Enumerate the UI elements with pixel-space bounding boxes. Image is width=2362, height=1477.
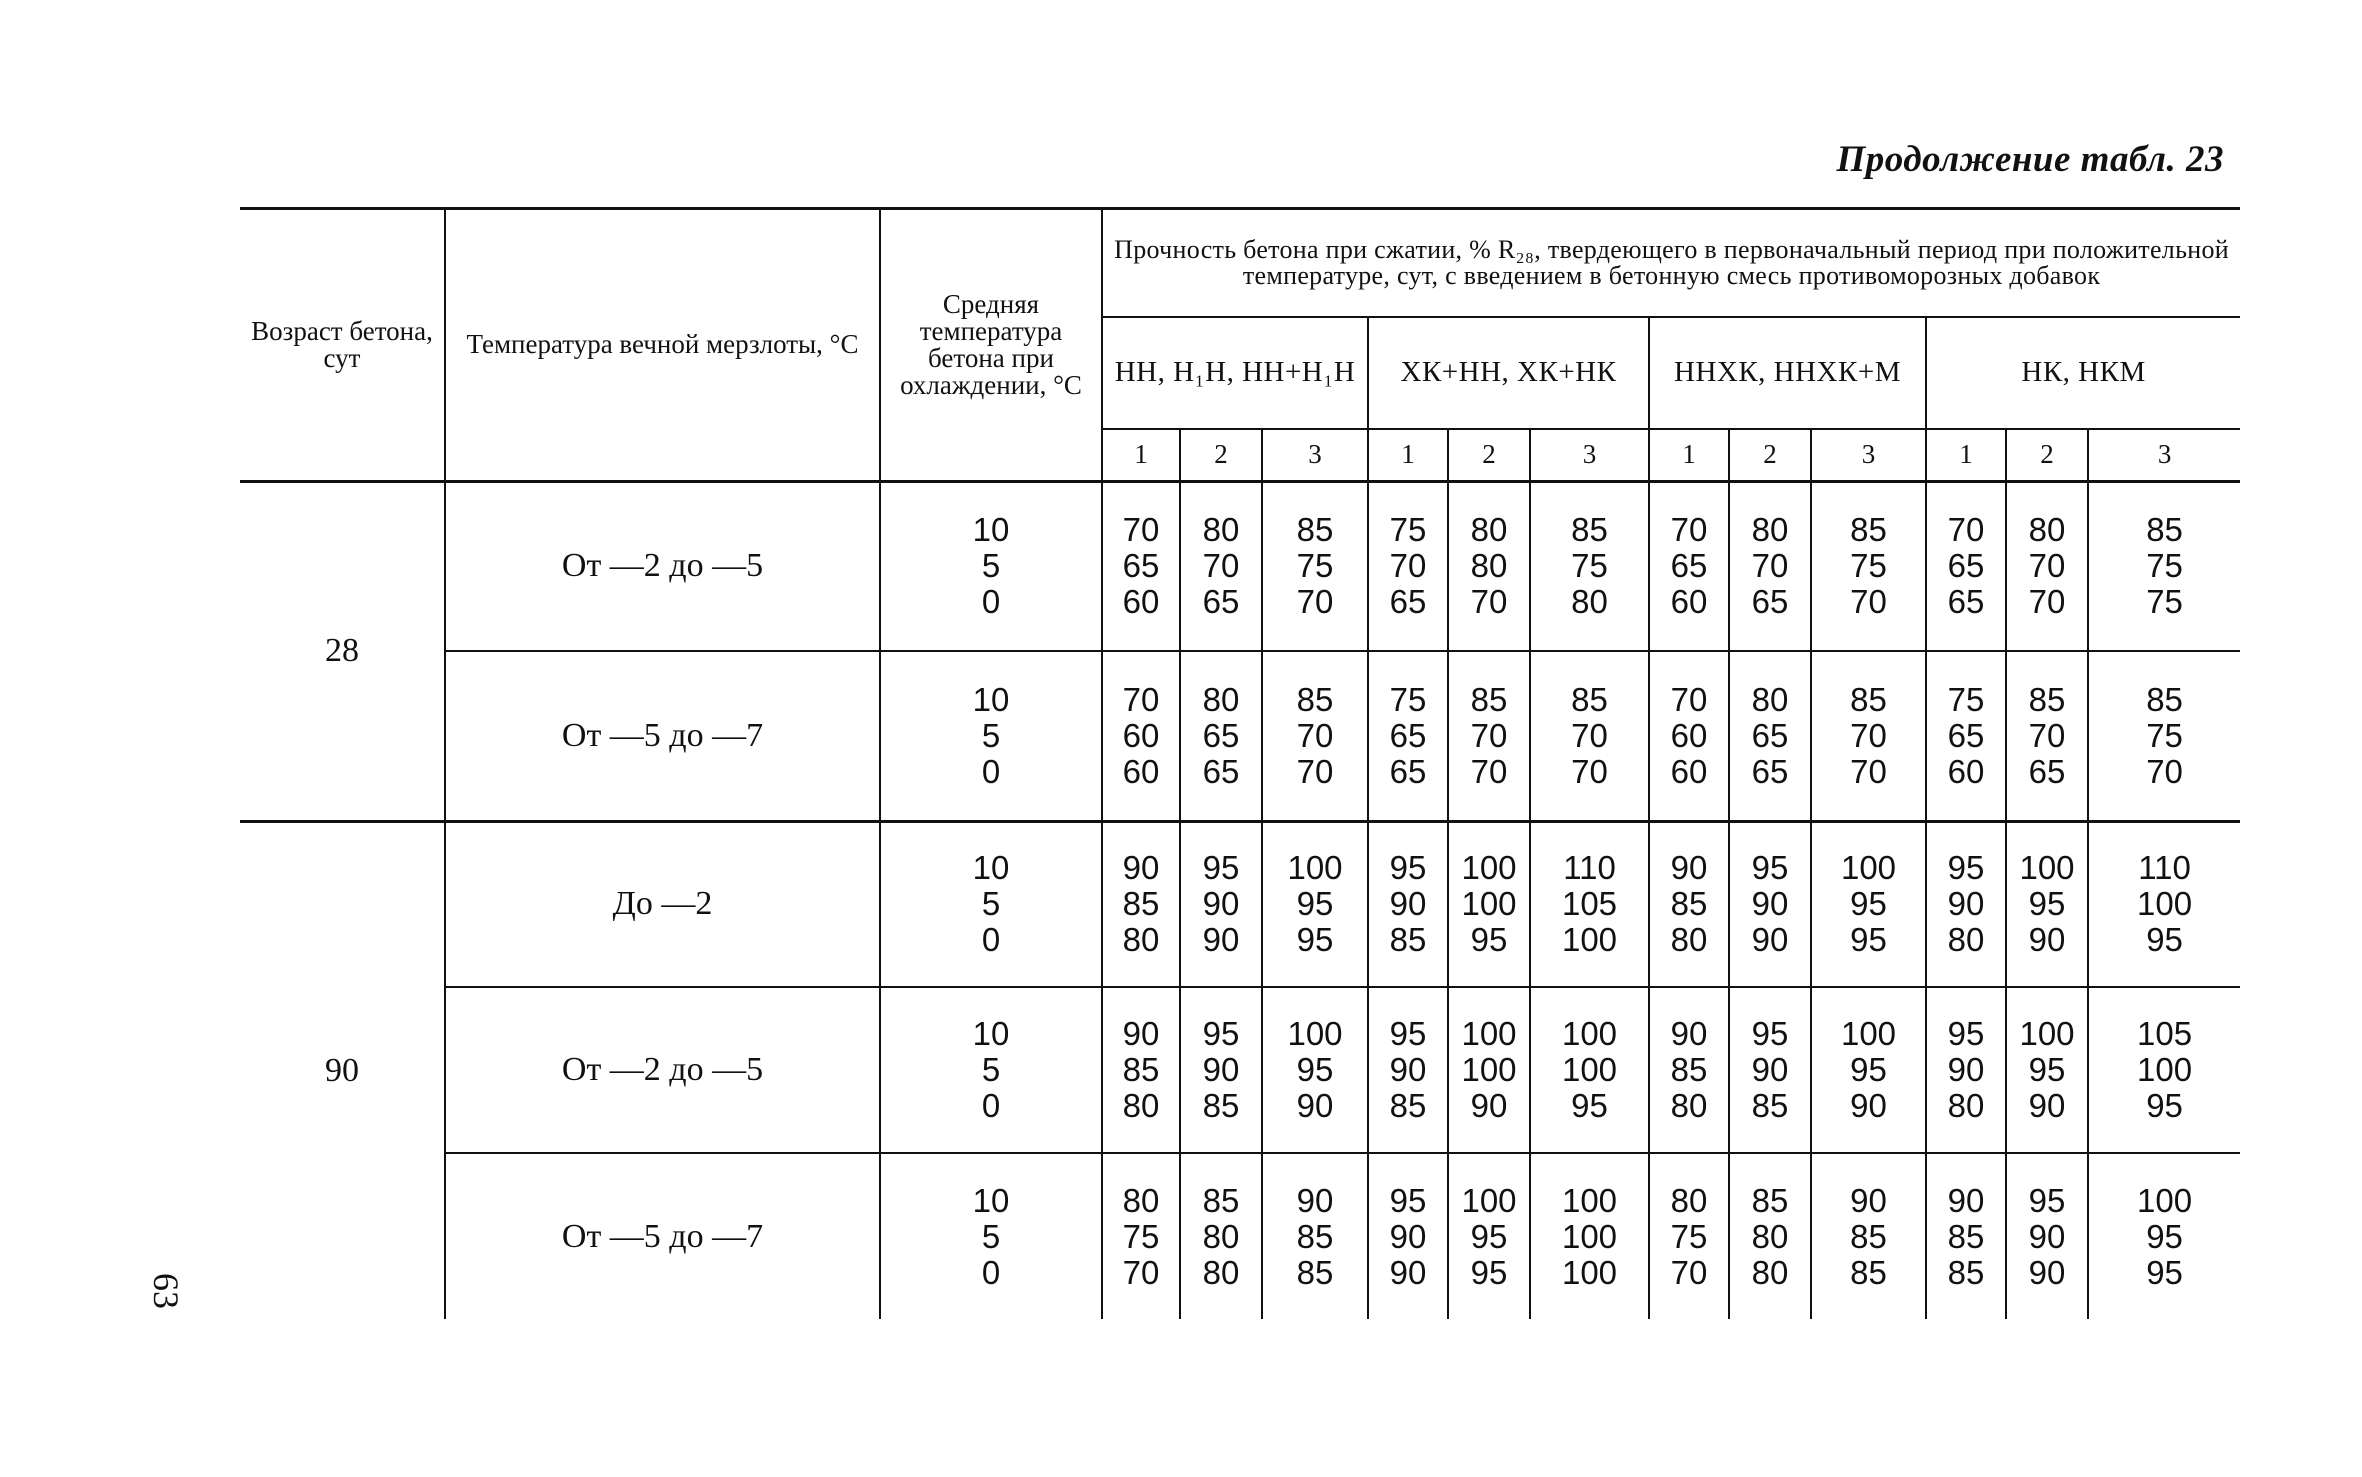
strength-value: 80	[1202, 680, 1240, 718]
avg-temp-cell	[880, 481, 1102, 651]
strength-value: 90	[1202, 885, 1240, 923]
strength-value: 80	[1122, 1181, 1160, 1219]
strength-value: 100	[1287, 1015, 1343, 1052]
avg-temp-value: 0	[981, 1253, 1001, 1291]
strength-value: 75	[1670, 1217, 1708, 1255]
avg-temp-value: 10	[972, 1181, 1010, 1219]
strength-cell	[1530, 651, 1649, 821]
strength-value: 95	[1296, 921, 1334, 959]
strength-value: 80	[1751, 1217, 1789, 1255]
strength-value: 85	[1202, 1087, 1240, 1124]
strength-value: 90	[1850, 1181, 1887, 1219]
strength-value: 85	[2146, 511, 2183, 549]
subcol-2-3: 3	[1530, 429, 1649, 482]
strength-value: 70	[1850, 716, 1887, 754]
strength-value: 60	[1122, 583, 1160, 621]
strength-value: 85	[1296, 511, 1334, 549]
subcol-3-2: 2	[1729, 429, 1811, 482]
strength-value: 100	[1561, 1015, 1618, 1052]
subcol-4-3: 3	[2088, 429, 2240, 482]
strength-value: 80	[1670, 921, 1708, 959]
strength-value: 65	[1202, 716, 1240, 754]
strength-cell	[1180, 1153, 1262, 1319]
strength-value: 65	[1751, 752, 1789, 790]
strength-value: 70	[2146, 752, 2183, 790]
strength-value: 95	[1751, 1015, 1789, 1052]
subcol-3-3: 3	[1811, 429, 1926, 482]
strength-value: 85	[1389, 1087, 1427, 1124]
strength-value: 75	[2146, 583, 2183, 621]
strength-value: 70	[1470, 716, 1508, 754]
strength-cell	[1368, 1153, 1448, 1319]
strength-value: 95	[1296, 885, 1334, 923]
strength-value: 90	[1389, 1217, 1427, 1255]
strength-cell	[2006, 481, 2088, 651]
strength-value: 90	[1296, 1181, 1334, 1219]
page-number: 63	[146, 1273, 186, 1309]
strength-value: 65	[1751, 583, 1789, 621]
subcol-2-2: 2	[1448, 429, 1530, 482]
strength-value: 85	[1850, 1217, 1887, 1255]
strength-value: 75	[1389, 511, 1427, 549]
strength-value: 60	[1947, 752, 1985, 790]
strength-value: 65	[1389, 752, 1427, 790]
avg-temp-cell	[880, 1153, 1102, 1319]
strength-value: 90	[1751, 1051, 1789, 1088]
strength-value: 75	[2146, 716, 2183, 754]
strength-cell	[1729, 987, 1811, 1153]
strength-cell	[1926, 651, 2006, 821]
age-cell: 90	[240, 821, 445, 1319]
strength-value: 85	[1850, 511, 1887, 549]
strength-cell	[2088, 987, 2240, 1153]
strength-value: 60	[1122, 752, 1160, 790]
age-cell: 28	[325, 632, 359, 669]
strength-value: 70	[1296, 716, 1334, 754]
strength-value: 95	[1389, 849, 1427, 887]
avg-temp-cell	[880, 987, 1102, 1153]
strength-cell	[1530, 821, 1649, 987]
strength-value: 95	[2028, 1051, 2066, 1088]
strength-value: 95	[2146, 1217, 2183, 1255]
strength-value: 75	[1947, 680, 1985, 718]
strength-value: 100	[1461, 849, 1517, 887]
strength-value: 65	[1202, 583, 1240, 621]
strength-value: 75	[2146, 547, 2183, 585]
strength-value: 65	[1670, 547, 1708, 585]
strength-value: 100	[1561, 1051, 1618, 1088]
table-caption: Продолжение табл. 23	[1836, 139, 2224, 180]
strength-value: 100	[1561, 921, 1618, 959]
strength-value: 85	[1296, 680, 1334, 718]
strength-cell	[1180, 481, 1262, 651]
strength-value: 85	[1389, 921, 1427, 959]
strength-cell	[1811, 481, 1926, 651]
subcol-4-2: 2	[2006, 429, 2088, 482]
strength-value: 85	[1122, 1051, 1160, 1088]
avg-temp-value: 10	[972, 1015, 1010, 1052]
avg-temp-value: 0	[981, 583, 1001, 621]
strength-value: 90	[1389, 885, 1427, 923]
strength-value: 95	[1470, 1253, 1508, 1291]
avg-temp-value: 0	[981, 921, 1001, 959]
strength-value: 75	[1122, 1217, 1160, 1255]
strength-cell	[1729, 821, 1811, 987]
strength-cell	[2006, 987, 2088, 1153]
strength-value: 80	[2028, 511, 2066, 549]
strength-value: 95	[2146, 1253, 2183, 1291]
strength-value: 65	[1947, 547, 1985, 585]
strength-cell	[2088, 651, 2240, 821]
strength-value: 100	[1561, 1253, 1618, 1291]
strength-value: 70	[1202, 547, 1240, 585]
strength-value: 85	[1850, 680, 1887, 718]
strength-value: 85	[1470, 680, 1508, 718]
strength-value: 65	[1389, 716, 1427, 754]
strength-value: 85	[1947, 1217, 1985, 1255]
strength-value: 60	[1670, 752, 1708, 790]
strength-cell	[1180, 821, 1262, 987]
subcol-4-1: 1	[1926, 429, 2006, 482]
strength-cell	[1926, 821, 2006, 987]
strength-cell	[1649, 987, 1729, 1153]
strength-value: 100	[2137, 885, 2193, 923]
strength-cell	[1262, 821, 1368, 987]
strength-value: 90	[1751, 885, 1789, 923]
strength-value: 70	[1571, 752, 1608, 790]
strength-cell	[1926, 481, 2006, 651]
strength-value: 65	[2028, 752, 2066, 790]
strength-value: 110	[2138, 849, 2191, 887]
strength-value: 90	[1122, 849, 1160, 887]
strength-cell	[1649, 651, 1729, 821]
strength-value: 85	[1571, 511, 1608, 549]
strength-value: 65	[1122, 547, 1160, 585]
strength-value: 70	[1850, 583, 1887, 621]
strength-value: 90	[1202, 921, 1240, 959]
strength-value: 100	[1561, 1217, 1618, 1255]
strength-value: 70	[1470, 752, 1508, 790]
strength-value: 65	[1947, 583, 1985, 621]
subcol-1-2: 2	[1180, 429, 1262, 482]
avg-temp-value: 0	[981, 752, 1001, 790]
strength-cell	[2006, 651, 2088, 821]
strength-value: 80	[1202, 511, 1240, 549]
strength-cell	[1649, 821, 1729, 987]
strength-value: 80	[1751, 680, 1789, 718]
strength-cell	[1180, 987, 1262, 1153]
strength-value: 70	[1751, 547, 1789, 585]
strength-cell	[1530, 481, 1649, 651]
strength-value: 75	[1296, 547, 1334, 585]
strength-value: 60	[1670, 583, 1708, 621]
header-avg-temp: Средняя температура бетона при охлаждении, °С	[880, 209, 1102, 482]
strength-value: 100	[1840, 849, 1897, 887]
strength-cell	[1811, 651, 1926, 821]
strength-value: 65	[1202, 752, 1240, 790]
strength-cell	[1102, 821, 1180, 987]
strength-value: 100	[2019, 849, 2075, 887]
strength-cell	[1262, 651, 1368, 821]
strength-value: 70	[1470, 583, 1508, 621]
strength-value: 75	[1389, 680, 1427, 718]
strength-value: 70	[1670, 511, 1708, 549]
strength-value: 75	[1850, 547, 1887, 585]
strength-cell	[1368, 821, 1448, 987]
strength-cell	[1926, 1153, 2006, 1319]
strength-value: 70	[2028, 583, 2066, 621]
strength-value: 90	[1850, 1087, 1887, 1124]
strength-cell	[1262, 481, 1368, 651]
strength-cell	[1448, 1153, 1530, 1319]
strength-value: 90	[1470, 1087, 1508, 1124]
strength-value: 95	[2028, 1181, 2066, 1219]
strength-value: 90	[1947, 1181, 1985, 1219]
strength-value: 70	[1122, 511, 1160, 549]
permafrost-temp-cell: От —2 до —5	[445, 481, 880, 651]
strength-value: 80	[1202, 1217, 1240, 1255]
strength-value: 80	[1571, 583, 1608, 621]
strength-cell	[1448, 481, 1530, 651]
strength-cell	[2006, 1153, 2088, 1319]
strength-value: 85	[1202, 1181, 1240, 1219]
strength-value: 95	[1389, 1181, 1427, 1219]
avg-temp-value: 5	[981, 547, 1001, 585]
subcol-3-1: 1	[1649, 429, 1729, 482]
strength-value: 70	[1296, 752, 1334, 790]
strength-value: 70	[1947, 511, 1985, 549]
strength-value: 80	[1470, 547, 1508, 585]
strength-value: 90	[1202, 1051, 1240, 1088]
strength-value: 95	[1947, 849, 1985, 887]
strength-cell	[2006, 821, 2088, 987]
header-group-nnhk: ННХК, ННХК+М	[1649, 317, 1926, 429]
strength-value: 85	[1571, 680, 1608, 718]
strength-value: 80	[1947, 1087, 1985, 1124]
strength-value: 85	[1670, 885, 1708, 923]
avg-temp-value: 5	[981, 1051, 1001, 1088]
strength-value: 75	[1571, 547, 1608, 585]
strength-value: 90	[1670, 1015, 1708, 1052]
strength-value: 80	[1670, 1087, 1708, 1124]
strength-value: 65	[1389, 583, 1427, 621]
strength-value: 70	[1389, 547, 1427, 585]
strength-value: 80	[1947, 921, 1985, 959]
strength-cell	[1262, 1153, 1368, 1319]
strength-value: 95	[1296, 1051, 1334, 1088]
strength-value: 100	[1461, 1015, 1517, 1052]
strength-cell	[1102, 1153, 1180, 1319]
strength-value: 80	[1122, 1087, 1160, 1124]
strength-value: 60	[1122, 716, 1160, 754]
permafrost-temp-cell: До —2	[445, 821, 880, 987]
strength-value: 90	[1947, 1051, 1985, 1088]
strength-value: 70	[1670, 1253, 1708, 1291]
strength-value: 95	[1571, 1087, 1608, 1124]
strength-value: 90	[2028, 1253, 2066, 1291]
avg-temp-value: 5	[981, 885, 1001, 923]
strength-cell	[1530, 987, 1649, 1153]
strength-value: 65	[1751, 716, 1789, 754]
strength-value: 70	[1571, 716, 1608, 754]
strength-value: 85	[1296, 1217, 1334, 1255]
strength-table	[240, 207, 2240, 1319]
strength-cell	[1180, 651, 1262, 821]
strength-value: 90	[2028, 1087, 2066, 1124]
strength-value: 100	[1561, 1181, 1618, 1219]
strength-value: 70	[1296, 583, 1334, 621]
strength-cell	[1102, 481, 1180, 651]
strength-cell	[2088, 481, 2240, 651]
avg-temp-value: 10	[972, 849, 1010, 887]
strength-value: 100	[2137, 1181, 2193, 1219]
strength-value: 85	[2028, 680, 2066, 718]
strength-value: 95	[2146, 921, 2183, 959]
strength-cell	[1811, 1153, 1926, 1319]
strength-value: 60	[1670, 716, 1708, 754]
strength-cell	[1811, 821, 1926, 987]
strength-value: 90	[1670, 849, 1708, 887]
strength-value: 80	[1751, 1253, 1789, 1291]
strength-value: 95	[1850, 885, 1887, 923]
strength-value: 70	[1670, 680, 1708, 718]
avg-temp-value: 5	[981, 716, 1001, 754]
header-group-nn: НН, Н₁Н, НН+Н₁Н	[1102, 317, 1368, 429]
permafrost-temp-cell: От —5 до —7	[445, 651, 880, 821]
strength-value: 90	[1296, 1087, 1334, 1124]
strength-cell	[1102, 987, 1180, 1153]
strength-value: 90	[1947, 885, 1985, 923]
strength-value: 95	[2146, 1087, 2183, 1124]
strength-value: 90	[1122, 1015, 1160, 1052]
strength-cell	[1649, 481, 1729, 651]
strength-value: 80	[1470, 511, 1508, 549]
strength-cell	[2088, 1153, 2240, 1319]
strength-value: 85	[1122, 885, 1160, 923]
strength-cell	[1729, 481, 1811, 651]
avg-temp-value: 5	[981, 1217, 1001, 1255]
strength-cell	[1368, 481, 1448, 651]
strength-value: 85	[1296, 1253, 1334, 1291]
strength-value: 90	[1389, 1051, 1427, 1088]
strength-value: 95	[2028, 885, 2066, 923]
permafrost-temp-cell: От —5 до —7	[445, 1153, 880, 1319]
strength-value: 65	[1947, 716, 1985, 754]
strength-value: 70	[2028, 547, 2066, 585]
strength-value: 80	[1122, 921, 1160, 959]
header-group-nk: НК, НКМ	[1926, 317, 2240, 429]
strength-value: 85	[1947, 1253, 1985, 1291]
strength-cell	[2088, 821, 2240, 987]
strength-value: 100	[2137, 1051, 2193, 1088]
strength-cell	[1729, 651, 1811, 821]
strength-value: 95	[1470, 1217, 1508, 1255]
strength-value: 85	[1850, 1253, 1887, 1291]
strength-cell	[1448, 987, 1530, 1153]
strength-value: 80	[1751, 511, 1789, 549]
permafrost-temp-cell: От —2 до —5	[445, 987, 880, 1153]
strength-value: 85	[1670, 1051, 1708, 1088]
strength-value: 85	[1751, 1087, 1789, 1124]
strength-cell	[1530, 1153, 1649, 1319]
strength-value: 95	[1850, 921, 1887, 959]
strength-value: 95	[1202, 1015, 1240, 1052]
avg-temp-cell	[880, 821, 1102, 987]
strength-cell	[1262, 987, 1368, 1153]
strength-value: 100	[1461, 885, 1517, 923]
strength-cell	[1368, 987, 1448, 1153]
strength-value: 90	[1751, 921, 1789, 959]
avg-temp-value: 10	[972, 680, 1010, 718]
strength-value: 100	[2019, 1015, 2075, 1052]
strength-value: 105	[2137, 1015, 2193, 1052]
strength-value: 90	[2028, 921, 2066, 959]
strength-cell	[1926, 987, 2006, 1153]
header-permafrost-temp: Температура вечной мерзлоты, °С	[445, 209, 880, 482]
strength-value: 95	[1850, 1051, 1887, 1088]
strength-cell	[1368, 651, 1448, 821]
strength-value: 105	[1561, 885, 1618, 923]
strength-value: 90	[1389, 1253, 1427, 1291]
strength-cell	[1448, 821, 1530, 987]
strength-value: 95	[1947, 1015, 1985, 1052]
strength-value: 70	[1850, 752, 1887, 790]
strength-value: 90	[2028, 1217, 2066, 1255]
subcol-1-3: 3	[1262, 429, 1368, 482]
avg-temp-value: 10	[972, 511, 1010, 549]
strength-value: 110	[1563, 849, 1616, 887]
strength-value: 95	[1202, 849, 1240, 887]
strength-value: 100	[1461, 1051, 1517, 1088]
header-age: Возраст бетона, сут	[240, 209, 445, 482]
strength-value: 100	[1461, 1181, 1517, 1219]
subcol-2-1: 1	[1368, 429, 1448, 482]
strength-cell	[1448, 651, 1530, 821]
strength-value: 100	[1840, 1015, 1897, 1052]
avg-temp-cell	[880, 651, 1102, 821]
strength-cell	[1811, 987, 1926, 1153]
strength-cell	[1102, 651, 1180, 821]
subcol-1-1: 1	[1102, 429, 1180, 482]
strength-value: 95	[1751, 849, 1789, 887]
header-group-hk: ХК+НН, ХК+НК	[1368, 317, 1649, 429]
strength-value: 70	[1122, 1253, 1160, 1291]
strength-value: 80	[1202, 1253, 1240, 1291]
strength-cell	[1649, 1153, 1729, 1319]
strength-value: 70	[2028, 716, 2066, 754]
strength-cell	[1729, 1153, 1811, 1319]
strength-value: 95	[1389, 1015, 1427, 1052]
strength-value: 95	[1470, 921, 1508, 959]
strength-value: 85	[2146, 680, 2183, 718]
avg-temp-value: 0	[981, 1087, 1001, 1124]
header-strength: Прочность бетона при сжатии, % R₂₈, твердеющего в первоначальный период при положительной температуре, сут, с введением в бетонную смесь противоморозных добавок	[1102, 209, 2240, 317]
strength-value: 100	[1287, 849, 1343, 887]
strength-value: 70	[1122, 680, 1160, 718]
strength-value: 85	[1751, 1181, 1789, 1219]
strength-value: 80	[1670, 1181, 1708, 1219]
